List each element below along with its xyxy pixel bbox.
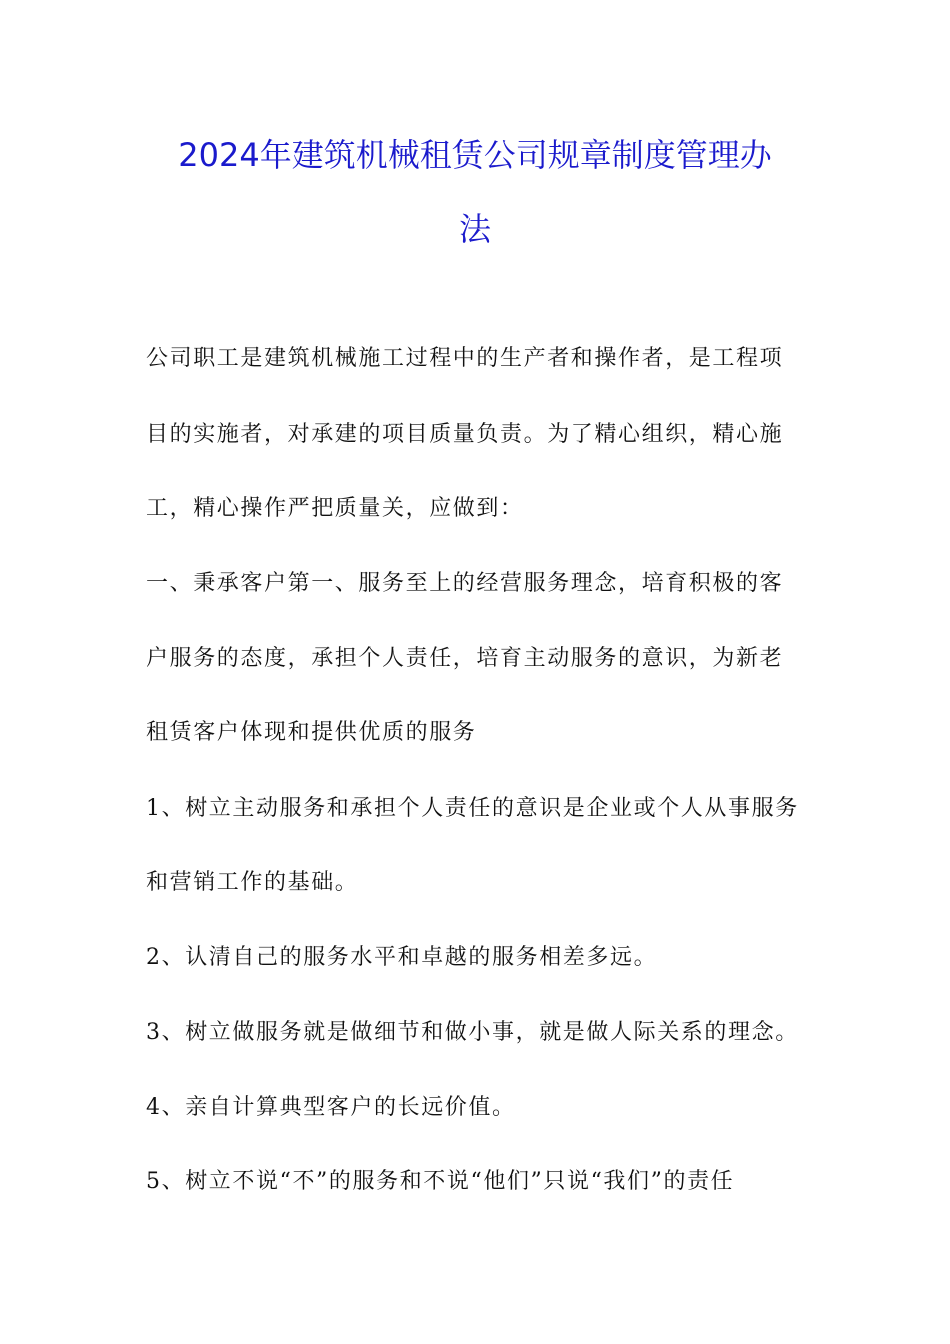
body-line-6: 租赁客户体现和提供优质的服务 bbox=[146, 720, 477, 745]
body-line-2: 目的实施者，对承建的项目质量负责。为了精心组织，精心施 bbox=[146, 422, 784, 447]
body-line-9: 2、认清自己的服务水平和卓越的服务相差多远。 bbox=[146, 945, 658, 970]
body-line-4: 一、秉承客户第一、服务至上的经营服务理念，培育积极的客 bbox=[146, 571, 784, 596]
body-line-8: 和营销工作的基础。 bbox=[146, 870, 359, 895]
body-line-12: 5、树立不说“不”的服务和不说“他们”只说“我们”的责任 bbox=[146, 1169, 735, 1194]
body-line-10: 3、树立做服务就是做细节和做小事，就是做人际关系的理念。 bbox=[146, 1020, 799, 1045]
document-title-line-1: 2024年建筑机械租赁公司规章制度管理办 bbox=[178, 136, 772, 174]
body-line-7: 1、树立主动服务和承担个人责任的意识是企业或个人从事服务 bbox=[146, 796, 799, 821]
document-title-line-2: 法 bbox=[458, 210, 491, 248]
body-line-11: 4、亲自计算典型客户的长远价值。 bbox=[146, 1095, 516, 1120]
body-line-3: 工，精心操作严把质量关，应做到： bbox=[146, 496, 524, 521]
body-line-1: 公司职工是建筑机械施工过程中的生产者和操作者，是工程项 bbox=[146, 346, 784, 371]
body-line-5: 户服务的态度，承担个人责任，培育主动服务的意识，为新老 bbox=[146, 646, 784, 671]
